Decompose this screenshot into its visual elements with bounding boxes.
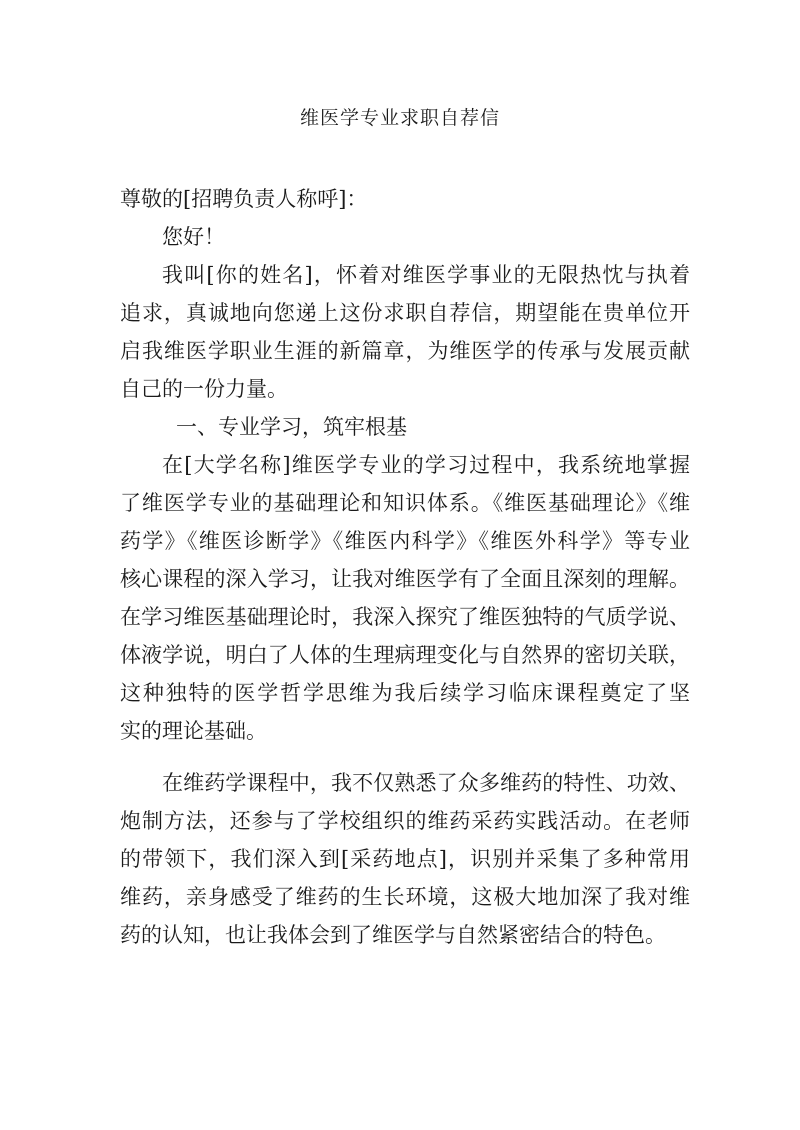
paragraph-line: 追求，真诚地向您递上这份求职自荐信，期望能在贵单位开 (120, 301, 690, 325)
paragraph-line: 炮制方法，还参与了学校组织的维药采药实践活动。在老师 (120, 809, 690, 833)
paragraph-line: 我叫[你的姓名]，怀着对维医学事业的无限热忱与执着 (162, 263, 690, 287)
paragraph-line: 自己的一份力量。 (120, 377, 288, 401)
salutation: 尊敬的[招聘负责人称呼]： (120, 187, 368, 211)
paragraph-line: 启我维医学职业生涯的新篇章，为维医学的传承与发展贡献 (120, 339, 690, 363)
greeting: 您好！ (162, 225, 225, 249)
section1-paragraph-1 (120, 446, 690, 750)
paragraph-line: 在学习维医基础理论时，我深入探究了维医独特的气质学说、 (120, 605, 690, 629)
letter-body (120, 180, 690, 954)
paragraph-line: 在维药学课程中，我不仅熟悉了众多维药的特性、功效、 (162, 771, 690, 795)
paragraph-line: 了维医学专业的基础理论和知识体系。《维医基础理论》《维 (120, 491, 690, 515)
paragraph-line: 药的认知，也让我体会到了维医学与自然紧密结合的特色。 (120, 923, 666, 947)
paragraph-line: 实的理论基础。 (120, 719, 267, 743)
section1-paragraph-2 (120, 764, 690, 954)
section-heading: 一、专业学习，筑牢根基 (176, 415, 407, 439)
paragraph-line: 在[大学名称]维医学专业的学习过程中，我系统地掌握 (162, 453, 690, 477)
paragraph-line: 体液学说，明白了人体的生理病理变化与自然界的密切关联， (120, 643, 690, 667)
paragraph-line: 药学》《维医诊断学》《维医内科学》《维医外科学》等专业 (120, 529, 690, 553)
paragraph-line: 的带领下，我们深入到[采药地点]，识别并采集了多种常用 (120, 847, 690, 871)
paragraph-line: 维药，亲身感受了维药的生长环境，这极大地加深了我对维 (120, 885, 690, 909)
intro-paragraph (120, 256, 690, 408)
document-title: 维医学专业求职自荐信 (299, 107, 500, 129)
paragraph-line: 核心课程的深入学习，让我对维医学有了全面且深刻的理解。 (120, 567, 690, 591)
paragraph-line: 这种独特的医学哲学思维为我后续学习临床课程奠定了坚 (120, 681, 690, 705)
